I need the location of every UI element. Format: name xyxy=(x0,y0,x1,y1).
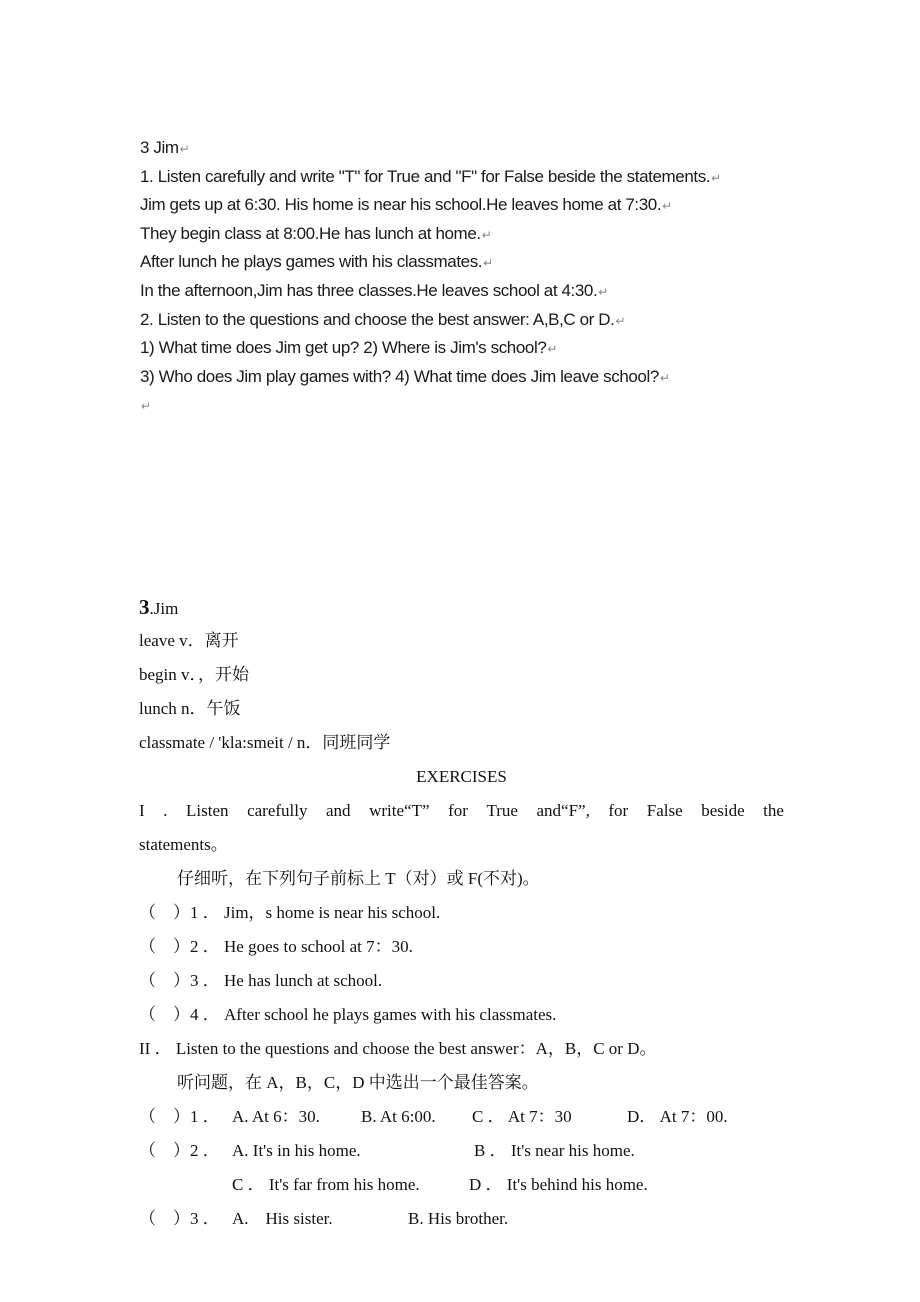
exercises-title: EXERCISES xyxy=(416,767,507,786)
part1-instruction: I . Listen carefully and write“T” for True and“F”, for False beside the xyxy=(139,801,784,820)
option-a: A. His sister. xyxy=(232,1209,333,1228)
scan-line-5: After lunch he plays games with his classmates.↵ xyxy=(140,252,493,272)
scan-line-4: They begin class at 8:00.He has lunch at home.↵ xyxy=(140,223,492,243)
return-mark-icon: ↵ xyxy=(662,199,672,214)
scan-line-3: Jim gets up at 6:30. His home is near his school.He leaves home at 7:30.↵ xyxy=(140,195,672,215)
section-heading xyxy=(139,590,784,624)
scanned-text-block xyxy=(140,134,780,420)
return-mark-icon: ↵ xyxy=(483,256,493,271)
scan-line-2: 1. Listen carefully and write "T" for True and "F" for False beside the statements.↵ xyxy=(140,166,721,186)
part2-chinese-instruction: 听问题，在 A，B，C，D 中选出一个最佳答案。 xyxy=(177,1073,539,1092)
mc-question-2-cont xyxy=(139,1168,784,1202)
scan-line-1: 3 Jim↵ xyxy=(140,138,190,157)
option-c: C ． It's far from his home. xyxy=(232,1175,420,1194)
mc-question-2: （ ）2 ． A. It's in his home. B ． It's near his home. xyxy=(139,1134,784,1168)
return-mark-icon: ↵ xyxy=(141,399,151,414)
return-mark-icon: ↵ xyxy=(598,284,608,299)
tf-item: （ ）2 ． He goes to school at 7：30. xyxy=(139,937,413,956)
return-mark-icon: ↵ xyxy=(615,313,626,328)
option-a: A. At 6：30. xyxy=(232,1107,320,1126)
return-mark-icon: ↵ xyxy=(547,342,558,357)
scan-line-9: 3) Who does Jim play games with? 4) What time does Jim leave school?↵ xyxy=(140,366,670,386)
vocab-item: leave v．离开 xyxy=(139,631,239,650)
tf-item: （ ）4 ． After school he plays games with his classmates. xyxy=(139,1005,557,1024)
mc-question-1: （ ）1 ． A. At 6：30. B. At 6:00. C ． At 7：30 D． At 7：00. xyxy=(139,1100,784,1134)
tf-item: （ ）1 ． Jim，s home is near his school. xyxy=(139,903,441,922)
return-mark-icon: ↵ xyxy=(481,227,492,242)
scan-line-10 xyxy=(140,391,780,420)
scan-line-8: 1) What time does Jim get up? 2) Where is Jim's school?↵ xyxy=(140,338,558,358)
tf-item: （ ）3 ． He has lunch at school. xyxy=(139,971,383,990)
section-title: .Jim xyxy=(149,599,179,618)
scan-line-6: In the afternoon,Jim has three classes.He leaves school at 4:30.↵ xyxy=(140,280,608,300)
document-body xyxy=(139,590,784,1236)
vocab-item: begin v．，开始 xyxy=(139,665,250,684)
scan-line-7: 2. Listen to the questions and choose the best answer: A,B,C or D.↵ xyxy=(140,309,626,329)
vocab-item: classmate / 'kla:smeit / n．同班同学 xyxy=(139,733,391,752)
option-d: D ． It's behind his home. xyxy=(469,1175,648,1194)
return-mark-icon: ↵ xyxy=(659,370,670,385)
vocab-item: lunch n．午饭 xyxy=(139,699,241,718)
part2-instruction: II ． Listen to the questions and choose the best answer：A，B，C or D。 xyxy=(139,1039,657,1058)
option-b: B. At 6:00. xyxy=(361,1107,436,1126)
section-number: 3 xyxy=(139,595,150,619)
option-c: C ． At 7：30 xyxy=(472,1107,572,1126)
option-b: B ． It's near his home. xyxy=(474,1141,635,1160)
return-mark-icon: ↵ xyxy=(179,142,190,156)
option-d: D． At 7：00. xyxy=(627,1107,728,1126)
part1-instruction-cont: statements。 xyxy=(139,835,228,854)
return-mark-icon: ↵ xyxy=(711,170,721,185)
mc-question-3: （ ）3 ． A. His sister. B. His brother. xyxy=(139,1202,784,1236)
option-b: B. His brother. xyxy=(408,1209,509,1228)
option-a: A. It's in his home. xyxy=(232,1141,361,1160)
part1-chinese-instruction: 仔细听，在下列句子前标上 T（对）或 F(不对)。 xyxy=(177,869,540,888)
